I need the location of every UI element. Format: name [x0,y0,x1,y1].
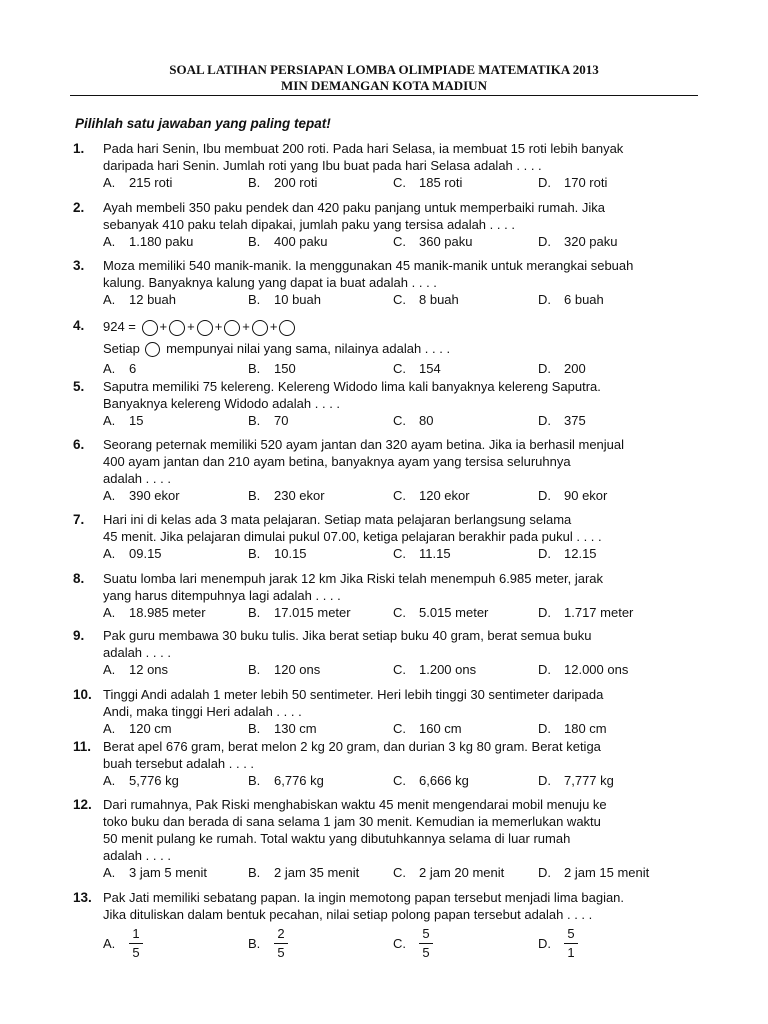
answer-option-b[interactable] [248,661,320,678]
question-line-start: Setiap [103,341,144,356]
option-letter: D. [538,773,551,788]
option-letter: A. [103,721,116,736]
answer-option-a[interactable] [103,174,172,191]
fraction-bar [419,943,433,944]
question-text [103,570,683,604]
question-text [103,317,683,357]
option-text: 3 jam 5 menit [129,865,208,880]
option-letter: B. [248,662,261,677]
answer-option-b[interactable] [248,233,328,250]
answer-option-c[interactable] [393,545,451,562]
question-line: yang harus ditempuhnya lagi adalah . . . . [103,588,341,603]
answer-option-c[interactable] [393,174,462,191]
option-text: 12.000 ons [564,662,629,677]
option-letter: B. [248,488,261,503]
option-text: 130 cm [274,721,317,736]
question-line: daripada hari Senin. Jumlah roti yang Ibu buat pada hari Selasa adalah . . . . [103,158,542,173]
fraction-bar [129,943,143,944]
question-line: Andi, maka tinggi Heri adalah . . . . [103,704,302,719]
option-text: 360 paku [419,234,473,249]
question-text [103,738,683,772]
option-letter: A. [103,546,116,561]
question-number: 9. [73,628,85,643]
question-text [103,140,683,174]
answer-option-c[interactable] [393,360,441,377]
option-text: 12 buah [129,292,176,307]
option-text: 200 [564,361,586,376]
answer-option-b[interactable] [248,174,317,191]
option-letter: D. [538,936,551,951]
answer-option-b[interactable] [248,720,317,737]
option-letter: C. [393,605,406,620]
question-text [103,436,683,487]
question-text [103,378,683,412]
question-line: Suatu lomba lari menempuh jarak 12 km Jika Riski telah menempuh 6.985 meter, jarak [103,571,604,586]
fraction-numerator: 1 [132,926,140,941]
option-text: 09.15 [129,546,162,561]
answer-options [0,487,768,504]
option-letter: D. [538,292,551,307]
option-text: 2 jam 20 menit [419,865,505,880]
option-letter: D. [538,234,551,249]
instruction-text: Pilihlah satu jawaban yang paling tepat! [75,116,331,131]
question-number: 6. [73,437,85,452]
answer-options [0,233,768,250]
header-school: MIN DEMANGAN KOTA MADIUN [281,78,487,93]
option-letter: A. [103,773,116,788]
option-letter: A. [103,865,116,880]
header-divider [70,95,698,96]
option-letter: B. [248,234,261,249]
option-text: 1.180 paku [129,234,194,249]
answer-option-b[interactable] [248,864,359,881]
option-text: 90 ekor [564,488,608,503]
answer-option-d[interactable] [538,720,607,737]
option-letter: D. [538,546,551,561]
option-letter: C. [393,488,406,503]
question-line: kalung. Banyaknya kalung yang dapat ia buat adalah . . . . [103,275,437,290]
option-text: 180 cm [564,721,607,736]
question-line-end: mempunyai nilai yang sama, nilainya adalah . . . . [162,341,451,356]
option-letter: B. [248,546,261,561]
answer-options [0,412,768,429]
question-text [103,686,683,720]
option-letter: D. [538,361,551,376]
option-text: 2 jam 15 menit [564,865,650,880]
question-text [103,796,683,864]
blank-circle-icon [169,320,185,336]
fraction-denominator: 1 [567,945,575,960]
plus-sign: + [242,319,250,334]
question-text [103,511,683,545]
answer-option-a[interactable] [103,412,143,429]
plus-sign: + [187,319,195,334]
option-letter: C. [393,175,406,190]
question-text [103,889,683,923]
option-text: 6 [129,361,137,376]
option-letter: B. [248,175,261,190]
answer-option-a[interactable] [103,545,162,562]
option-letter: B. [248,292,261,307]
question-line: adalah . . . . [103,645,171,660]
answer-option-d[interactable] [538,661,628,678]
option-letter: A. [103,413,116,428]
fraction-denominator: 5 [132,945,140,960]
option-text: 215 roti [129,175,173,190]
question-line: Ayah membeli 350 paku pendek dan 420 paku panjang untuk memperbaiki rumah. Jika [103,200,606,215]
option-letter: D. [538,721,551,736]
answer-option-d[interactable] [538,412,586,429]
fraction-denominator: 5 [277,945,285,960]
option-letter: A. [103,175,116,190]
answer-options [0,545,768,562]
fraction-numerator: 5 [422,926,430,941]
option-letter: D. [538,662,551,677]
answer-options [0,291,768,308]
answer-option-a[interactable] [103,487,180,504]
option-letter: C. [393,662,406,677]
blank-circle-icon [197,320,213,336]
answer-option-a[interactable] [103,233,193,250]
option-text: 375 [564,413,586,428]
answer-option-b[interactable] [248,604,351,621]
question-number: 13. [73,890,92,905]
answer-option-d[interactable] [538,545,597,562]
answer-option-c[interactable] [393,487,470,504]
question-line: 400 ayam jantan dan 210 ayam betina, banyaknya ayam yang tersisa seluruhnya [103,454,571,469]
answer-option-c[interactable] [393,604,488,621]
option-text: 230 ekor [274,488,325,503]
blank-circle-icon [252,320,268,336]
question-line: 50 menit pulang ke rumah. Total waktu yang dibutuhkannya selama di luar rumah [103,831,571,846]
option-letter: D. [538,865,551,880]
option-text: 400 paku [274,234,328,249]
answer-option-b[interactable] [248,772,324,789]
question-number: 12. [73,797,92,812]
option-letter: B. [248,721,261,736]
answer-option-d[interactable] [538,864,649,881]
fraction-bar [564,943,578,944]
option-letter: C. [393,865,406,880]
blank-circle-icon [224,320,240,336]
answer-option-c[interactable] [393,233,473,250]
answer-option-d[interactable] [538,174,607,191]
answer-option-d[interactable] [538,772,614,789]
answer-options [0,604,768,621]
equation-prefix: 924 = [103,319,140,334]
question-line: Banyaknya kelereng Widodo adalah . . . . [103,396,341,411]
fraction-bar [274,943,288,944]
option-text: 6 buah [564,292,604,307]
answer-options [0,661,768,678]
header-title: SOAL LATIHAN PERSIAPAN LOMBA OLIMPIADE MATEMATIKA 2013 [169,62,599,77]
option-letter: B. [248,413,261,428]
option-letter: C. [393,361,406,376]
answer-options [0,926,768,960]
answer-option-d[interactable] [538,360,586,377]
option-text: 1.200 ons [419,662,477,677]
blank-circle-icon [145,342,160,357]
option-text: 6,776 kg [274,773,324,788]
option-text: 8 buah [419,292,459,307]
option-letter: C. [393,292,406,307]
answer-option-a[interactable] [103,291,176,308]
answer-option-b[interactable] [248,291,321,308]
answer-option-a[interactable] [103,720,172,737]
question-line: Berat apel 676 gram, berat melon 2 kg 20 gram, dan durian 3 kg 80 gram. Berat ketiga [103,739,601,754]
option-letter: C. [393,546,406,561]
option-text: 11.15 [419,546,451,561]
option-text: 80 [419,413,434,428]
answer-option-b[interactable] [248,412,288,429]
option-text: 12.15 [564,546,597,561]
question-text [103,257,683,291]
option-text: 2 jam 35 menit [274,865,360,880]
document-header [70,62,698,94]
answer-options [0,360,768,377]
fraction [129,927,143,960]
question-number: 2. [73,200,85,215]
question-line: Seorang peternak memiliki 520 ayam jantan dan 320 ayam betina. Jika ia berhasil menjual [103,437,625,452]
option-letter: D. [538,175,551,190]
fraction-numerator: 5 [567,926,575,941]
question-line: Saputra memiliki 75 kelereng. Kelereng Widodo lima kali banyaknya kelereng Saputra. [103,379,601,394]
answer-option-a[interactable] [103,864,207,881]
option-letter: B. [248,361,261,376]
question-line [103,340,683,357]
option-text: 5.015 meter [419,605,489,620]
question-number: 5. [73,379,85,394]
option-text: 10 buah [274,292,321,307]
option-letter: B. [248,773,261,788]
answer-option-d[interactable] [538,604,633,621]
option-letter: B. [248,865,261,880]
answer-option-c[interactable] [393,772,469,789]
option-text: 150 [274,361,296,376]
option-text: 70 [274,413,289,428]
option-letter: A. [103,292,116,307]
option-letter: C. [393,721,406,736]
question-number: 4. [73,318,85,333]
answer-option-a[interactable] [103,772,179,789]
question-number: 11. [73,739,92,754]
answer-options [0,864,768,881]
option-letter: C. [393,413,406,428]
blank-circle-icon [142,320,158,336]
option-text: 17.015 meter [274,605,351,620]
question-line: Jika dituliskan dalam bentuk pecahan, nilai setiap polong papan tersebut adalah . . . . [103,907,593,922]
option-text: 120 cm [129,721,172,736]
answer-option-c[interactable] [393,291,459,308]
question-line: Pak Jati memiliki sebatang papan. Ia ingin memotong papan tersebut menjadi lima bagian. [103,890,625,905]
option-text: 120 ekor [419,488,470,503]
option-letter: A. [103,234,116,249]
answer-option-c[interactable] [393,661,476,678]
question-line: Tinggi Andi adalah 1 meter lebih 50 sentimeter. Heri lebih tinggi 30 sentimeter daripada [103,687,604,702]
option-text: 15 [129,413,144,428]
question-text [103,199,683,233]
answer-option-d[interactable] [538,291,604,308]
option-text: 12 ons [129,662,169,677]
fraction-numerator: 2 [277,926,285,941]
option-text: 185 roti [419,175,463,190]
option-text: 200 roti [274,175,318,190]
question-number: 8. [73,571,85,586]
answer-option-a[interactable] [103,661,168,678]
option-letter: A. [103,936,116,951]
plus-sign: + [269,319,278,334]
equation-line [103,317,683,337]
answer-option-b[interactable] [248,545,307,562]
question-line: adalah . . . . [103,848,171,863]
answer-option-b[interactable] [248,360,296,377]
fraction [274,927,288,960]
option-text: 7,777 kg [564,773,614,788]
question-line: Dari rumahnya, Pak Riski menghabiskan waktu 45 menit mengendarai mobil menuju ke [103,797,607,812]
option-letter: C. [393,936,406,951]
answer-option-c[interactable] [393,720,462,737]
fraction-denominator: 5 [422,945,430,960]
question-line: buah tersebut adalah . . . . [103,756,255,771]
answer-option-c[interactable] [393,864,504,881]
answer-option-b[interactable] [248,487,325,504]
plus-sign: + [214,319,223,334]
answer-option-a[interactable] [103,604,206,621]
question-line: adalah . . . . [103,471,171,486]
question-line: sebanyak 410 paku telah dipakai, jumlah paku yang tersisa adalah . . . . [103,217,515,232]
option-letter: A. [103,361,116,376]
option-letter: D. [538,413,551,428]
option-text: 170 roti [564,175,608,190]
fraction [419,927,433,960]
question-line: 45 menit. Jika pelajaran dimulai pukul 07.00, ketiga pelajaran berakhir pada pukul . . . . [103,529,602,544]
option-letter: A. [103,488,116,503]
question-line: Moza memiliki 540 manik-manik. Ia menggunakan 45 manik-manik untuk merangkai sebuah [103,258,634,273]
option-text: 10.15 [274,546,307,561]
answer-options [0,720,768,737]
option-letter: B. [248,936,261,951]
answer-option-a[interactable] [103,360,136,377]
option-letter: D. [538,488,551,503]
option-text: 320 paku [564,234,618,249]
question-text [103,627,683,661]
option-text: 5,776 kg [129,773,179,788]
option-text: 1.717 meter [564,605,634,620]
option-letter: D. [538,605,551,620]
blank-circle-icon [279,320,295,336]
plus-sign: + [159,319,168,334]
fraction [564,927,578,960]
option-letter: A. [103,605,116,620]
option-letter: C. [393,773,406,788]
answer-option-c[interactable] [393,412,433,429]
option-text: 120 ons [274,662,321,677]
question-number: 3. [73,258,85,273]
answer-option-d[interactable] [538,487,607,504]
option-letter: C. [393,234,406,249]
option-letter: A. [103,662,116,677]
option-text: 390 ekor [129,488,180,503]
question-line: Hari ini di kelas ada 3 mata pelajaran. Setiap mata pelajaran berlangsung selama [103,512,572,527]
question-line: Pada hari Senin, Ibu membuat 200 roti. Pada hari Selasa, ia membuat 15 roti lebih banyak [103,141,624,156]
option-letter: B. [248,605,261,620]
question-number: 1. [73,141,85,156]
question-line: toko buku dan berada di sana selama 1 jam 30 menit. Kemudian ia memerlukan waktu [103,814,601,829]
option-text: 18.985 meter [129,605,206,620]
option-text: 6,666 kg [419,773,469,788]
question-number: 10. [73,687,92,702]
option-text: 160 cm [419,721,462,736]
answer-option-d[interactable] [538,233,618,250]
answer-options [0,174,768,191]
answer-options [0,772,768,789]
question-number: 7. [73,512,85,527]
option-text: 154 [419,361,441,376]
question-line: Pak guru membawa 30 buku tulis. Jika berat setiap buku 40 gram, berat semua buku [103,628,592,643]
